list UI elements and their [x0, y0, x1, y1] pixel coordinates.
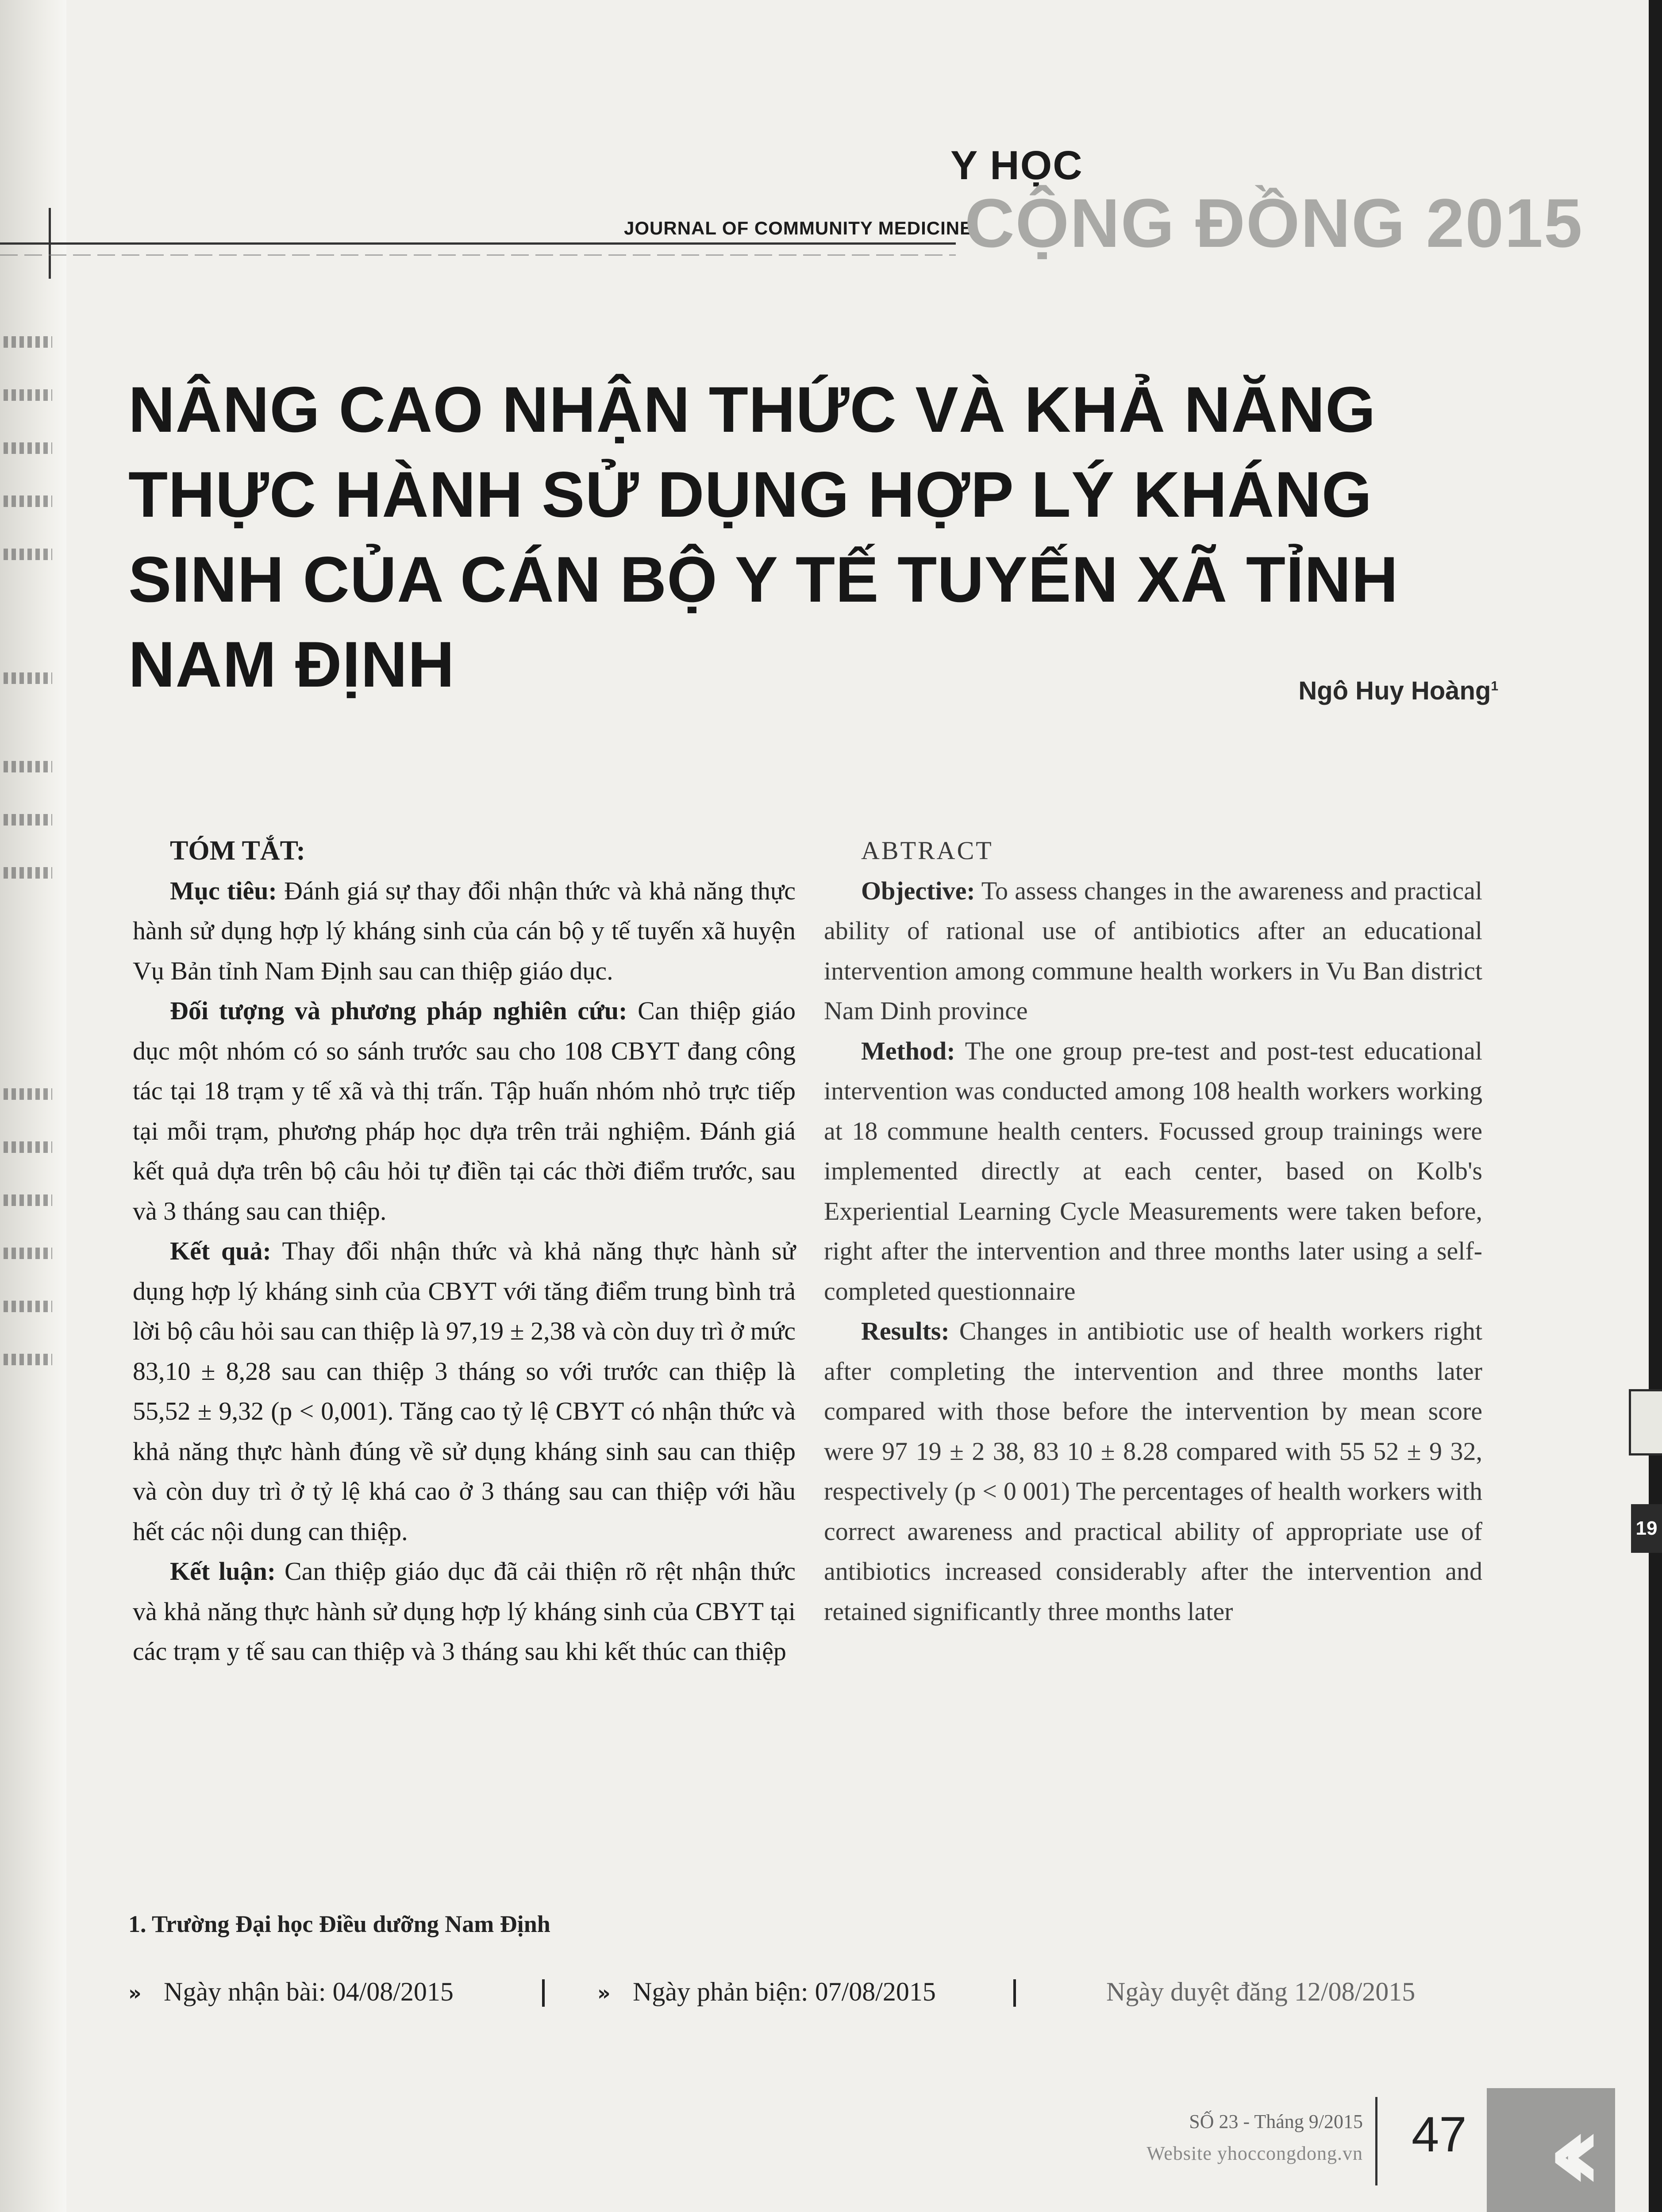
- bleed-text-fragment: [4, 442, 52, 454]
- date-separator: [542, 1979, 545, 2007]
- bleed-text-fragment: [4, 1141, 52, 1153]
- bleed-text-fragment: [4, 1301, 52, 1312]
- bleed-text-fragment: [4, 336, 52, 348]
- double-chevron-right-icon: »: [128, 1981, 142, 2005]
- affiliation-footnote: 1. Trường Đại học Điều dưỡng Nam Định: [128, 1911, 550, 1937]
- article-title: NÂNG CAO NHẬN THỨC VÀ KHẢ NĂNG THỰC HÀNH SỬ DỤNG HỢP LÝ KHÁNG SINH CỦA CÁN BỘ Y TẾ TUYẾN XÃ TỈNH NAM ĐỊNH: [128, 373, 1399, 700]
- double-chevron-right-icon: »: [597, 1981, 611, 2005]
- summary-vietnamese: [133, 831, 796, 1672]
- objective-text: Đánh giá sự thay đổi nhận thức và khả năng thực hành sử dụng hợp lý kháng sinh của cán bộ y tế tuyến xã huyện Vụ Bản tỉnh Nam Định sau can thiệp giáo dục.: [133, 876, 796, 985]
- conclusion-text: Can thiệp giáo dục đã cải thiện rõ rệt nhận thức và khả năng thực hành sử dụng hợp lý kháng sinh của CBYT tại các trạm y tế sau can thiệp và 3 tháng sau khi kết thúc can thiệp: [133, 1557, 796, 1666]
- author-affiliation-mark: 1: [1491, 679, 1498, 694]
- summary-objective: [133, 871, 796, 991]
- author-line: [1298, 676, 1498, 706]
- method-text-en: The one group pre-test and post-test educational intervention was conducted among 108 health workers working at 18 commune health centers. Focussed group trainings were implemented directly at each center, based on Kolb's Experiential Learning Cycle Measurements were taken before, right after the intervention and three months later using a self-completed questionnaire: [824, 1036, 1482, 1306]
- results-text: Thay đổi nhận thức và khả năng thực hành sử dụng hợp lý kháng sinh của CBYT với tăng điểm trung bình trả lời bộ câu hỏi sau can thiệp là 97,19 ± 2,38 và còn duy trì ở mức 83,10 ± 8,28 sau can thiệp 3 tháng so với trước can thiệp là 55,52 ± 9,32 (p < 0,001). Tăng cao tỷ lệ CBYT có nhận thức và khả năng thực hành đúng về sử dụng kháng sinh sau can thiệp và còn duy trì ở tỷ lệ khá cao ở 3 tháng sau can thiệp với hầu hết các nội dung can thiệp.: [133, 1237, 796, 1546]
- results-label: Kết quả:: [170, 1237, 271, 1265]
- scan-right-edge: [1649, 0, 1662, 2212]
- brand-main: CỘNG ĐỒNG 2015: [965, 185, 1583, 262]
- conclusion-label: Kết luận:: [170, 1557, 276, 1586]
- results-label-en: Results:: [861, 1317, 950, 1345]
- website-link: Website yhoccongdong.vn: [1146, 2143, 1363, 2164]
- bleed-text-fragment: [4, 867, 52, 879]
- review-date: Ngày phản biện: 07/08/2015: [633, 1977, 936, 2006]
- summary-english: [824, 831, 1482, 1632]
- page-number: 47: [1412, 2107, 1467, 2162]
- objective-text-en: To assess changes in the awareness and practical ability of rational use of antibiotics after an educational intervention among commune health workers in Vu Ban district Nam Dinh province: [824, 876, 1482, 1025]
- bleed-text-fragment: [4, 549, 52, 560]
- summary-results: [133, 1231, 796, 1551]
- double-chevron-left-icon: ‹‹: [1547, 2090, 1573, 2212]
- issue-info: SỐ 23 - Tháng 9/2015: [1189, 2111, 1363, 2132]
- bleed-text-fragment: [4, 672, 52, 684]
- header-rule: [0, 242, 956, 245]
- objective-label-en: Objective:: [861, 876, 975, 905]
- results-text-en: Changes in antibiotic use of health workers right after completing the intervention and three months later compared with those before the intervention by mean score were 97 19 ± 2 38, 83 10 ± 8.28 compared with 55 52 ± 9 32, respectively (p < 0 001) The percentages of health workers with correct awareness and practical ability of appropriate use of antibiotics increased considerably after the intervention and retained significantly three months later: [824, 1317, 1482, 1626]
- abstract-results: [824, 1311, 1482, 1632]
- accepted-date: Ngày duyệt đăng 12/08/2015: [1106, 1977, 1416, 2006]
- header-dashed-rule: [0, 254, 956, 256]
- date-separator: [1013, 1979, 1016, 2007]
- journal-english-name: JOURNAL OF COMMUNITY MEDICINE: [624, 218, 973, 238]
- bleed-text-fragment: [4, 761, 52, 772]
- bleed-text-fragment: [4, 1248, 52, 1259]
- bleed-text-fragment: [4, 1354, 52, 1365]
- article-dates: [128, 1977, 1456, 2012]
- methods-text: Can thiệp giáo dục một nhóm có so sánh trước sau cho 108 CBYT đang công tác tại 18 trạm y tế xã và thị trấn. Tập huấn nhóm nhỏ trực tiếp tại mỗi trạm, phương pháp học dựa trên trải nghiệm. Đánh giá kết quả dựa trên bộ câu hỏi tự điền tại các thời điểm trước, sau và 3 tháng sau can thiệp.: [133, 996, 796, 1225]
- side-tab-number: 19: [1631, 1504, 1662, 1553]
- received-date: Ngày nhận bài: 04/08/2015: [164, 1977, 454, 2006]
- summary-conclusion: [133, 1551, 796, 1672]
- scan-binding-shadow: [0, 0, 66, 2212]
- footer-divider: [1375, 2097, 1377, 2185]
- bleed-text-fragment: [4, 1194, 52, 1206]
- author-name: Ngô Huy Hoàng: [1298, 676, 1491, 705]
- objective-label: Mục tiêu:: [170, 876, 277, 905]
- bleed-text-fragment: [4, 389, 52, 401]
- abstract-method: [824, 1031, 1482, 1312]
- method-label-en: Method:: [861, 1036, 955, 1065]
- bleed-text-fragment: [4, 495, 52, 507]
- abstract-objective: [824, 871, 1482, 1031]
- brand-top: Y HỌC: [950, 143, 1083, 188]
- summary-methods: [133, 991, 796, 1231]
- summary-heading: TÓM TẮT:: [170, 836, 306, 866]
- bleed-text-fragment: [4, 814, 52, 826]
- abstract-heading: ABTRACT: [861, 836, 993, 865]
- side-tab-box: [1629, 1389, 1662, 1455]
- methods-label: Đối tượng và phương pháp nghiên cứu:: [170, 996, 627, 1025]
- bleed-text-fragment: [4, 1088, 52, 1100]
